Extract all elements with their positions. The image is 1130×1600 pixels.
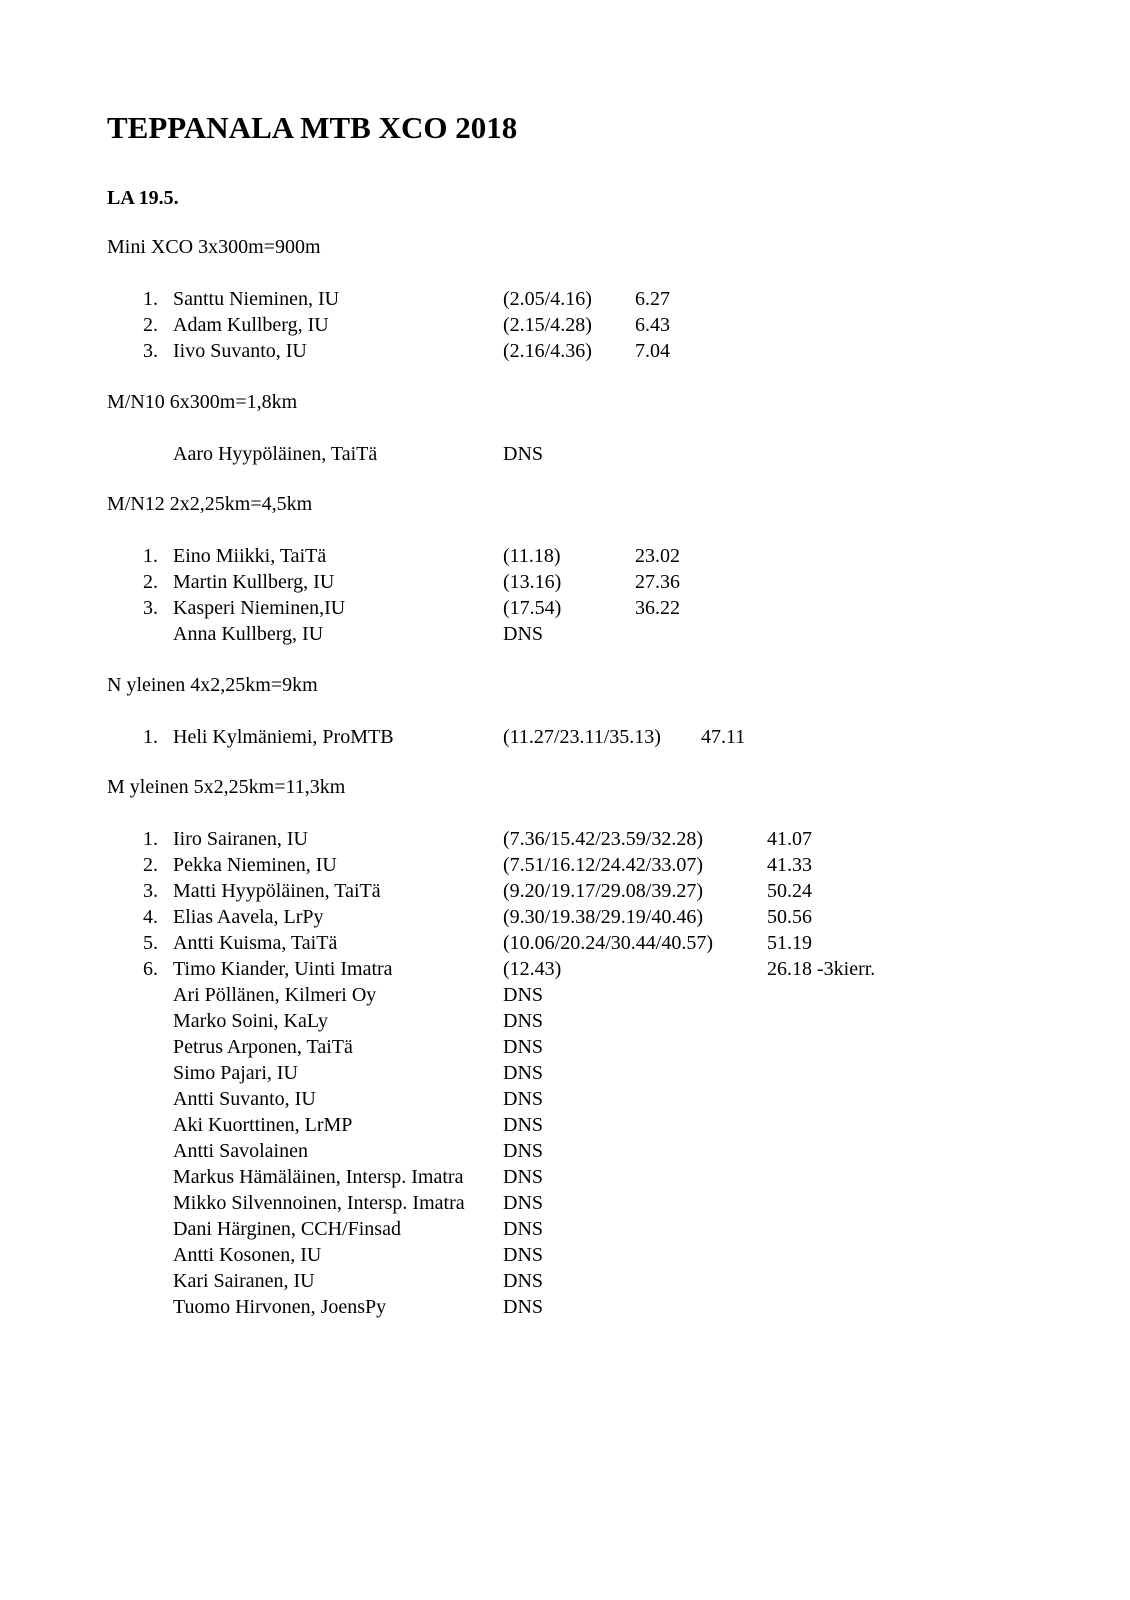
finish-time: 41.07 [767,828,812,850]
split-times: (13.16) [503,571,562,593]
split-times: (9.30/19.38/29.19/40.46) [503,906,703,928]
rider-name: Markus Hämäläinen, Intersp. Imatra [173,1166,464,1188]
position: 5. [143,932,158,954]
finish-time: 50.56 [767,906,812,928]
rider-name: Dani Härginen, CCH/Finsad [173,1218,401,1240]
race-section-mn10 [107,389,544,467]
position: 2. [143,314,158,336]
rider-name: Heli Kylmäniemi, ProMTB [173,726,394,748]
results-list [107,724,746,750]
rider-name: Santtu Nieminen, IU [173,288,340,310]
race-heading: M/N10 6x300m=1,8km [107,391,298,413]
race-heading: N yleinen 4x2,25km=9km [107,674,318,696]
results-list [107,286,670,364]
split-times: DNS [503,443,544,465]
split-times: DNS [503,1192,544,1214]
split-times: DNS [503,623,544,645]
result-row [107,338,670,364]
result-row [107,1242,544,1268]
result-row [107,1164,544,1190]
result-row [107,543,680,569]
result-row [107,826,812,852]
result-row [107,621,544,647]
split-times: (17.54) [503,597,562,619]
position: 1. [143,288,158,310]
split-times: (7.51/16.12/24.42/33.07) [503,854,703,876]
result-row [107,930,812,956]
split-times: DNS [503,1062,544,1084]
rider-name: Elias Aavela, LrPy [173,906,324,928]
result-row [107,1320,345,1346]
result-row [107,595,680,621]
position: 1. [143,726,158,748]
split-times: DNS [503,1010,544,1032]
race-section-mini-xco [107,234,670,364]
position: 6. [143,958,158,980]
result-row [107,1086,544,1112]
position: 4. [143,906,158,928]
result-row [107,1190,544,1216]
split-times: (2.16/4.36) [503,340,592,362]
rider-name: Iivo Suvanto, IU [173,340,307,362]
finish-time: 6.43 [635,314,670,336]
result-row [107,982,544,1008]
rider-name: Antti Kuisma, TaiTä [173,932,338,954]
position: 1. [143,828,158,850]
rider-name: Antti Suvanto, IU [173,1088,316,1110]
rider-name: Aki Kuorttinen, LrMP [173,1114,353,1136]
split-times: DNS [503,1088,544,1110]
finish-time: 36.22 [635,597,680,619]
rider-name: Marko Soini, KaLy [173,1010,328,1032]
finish-time: 6.27 [635,288,670,310]
position: 3. [143,340,158,362]
finish-time: 27.36 [635,571,680,593]
rider-name: Matti Hyypöläinen, TaiTä [173,880,381,902]
split-times: DNS [503,1166,544,1188]
race-section-n-yleinen [107,672,746,750]
race-section-mn12 [107,491,680,647]
result-row [107,1008,544,1034]
rider-name: Pekka Nieminen, IU [173,854,337,876]
split-times: (9.20/19.17/29.08/39.27) [503,880,703,902]
finish-time: 23.02 [635,545,680,567]
finish-time: 51.19 [767,932,812,954]
result-row [107,724,746,750]
split-times: (12.43) [503,958,562,980]
rider-name: Aaro Hyypöläinen, TaiTä [173,443,378,465]
document-title: TEPPANALA MTB XCO 2018 [107,110,518,145]
result-row [107,852,812,878]
rider-name: Timo Kiander, Uinti Imatra [173,958,393,980]
split-times: DNS [503,1140,544,1162]
split-times: DNS [503,1296,544,1318]
result-row [107,569,680,595]
result-row [107,878,812,904]
rider-name: Martin Kullberg, IU [173,571,335,593]
result-row [107,1060,544,1086]
split-times: (11.27/23.11/35.13) [503,726,661,748]
result-row [107,286,670,312]
race-heading: M yleinen 5x2,25km=11,3km [107,776,346,798]
finish-time: 26.18 -3kierr. [767,958,876,980]
result-row [107,1138,544,1164]
rider-name: Antti Savolainen [173,1140,308,1162]
results-list [107,826,876,1346]
race-section-m-yleinen [107,774,876,1346]
rider-name: Kari Sairanen, IU [173,1270,315,1292]
position: 2. [143,854,158,876]
result-row [107,312,670,338]
result-row [107,956,876,982]
rider-name: Tuomo Hirvonen, JoensPy [173,1296,387,1318]
race-heading: Mini XCO 3x300m=900m [107,236,321,258]
rider-name: Iiro Sairanen, IU [173,828,308,850]
finish-time: 47.11 [701,726,746,748]
split-times: (7.36/15.42/23.59/32.28) [503,828,703,850]
split-times: (10.06/20.24/30.44/40.57) [503,932,713,954]
result-row [107,1034,544,1060]
rider-name: Adam Kullberg, IU [173,314,329,336]
rider-name: Kasperi Nieminen,IU [173,597,346,619]
position: 3. [143,880,158,902]
result-row [107,904,812,930]
result-row [107,1268,544,1294]
result-row [107,1112,544,1138]
finish-time: 41.33 [767,854,812,876]
race-date: LA 19.5. [107,187,179,209]
race-heading: M/N12 2x2,25km=4,5km [107,493,313,515]
rider-name: Ari Pöllänen, Kilmeri Oy [173,984,377,1006]
finish-time: 7.04 [635,340,670,362]
rider-name: Eino Miikki, TaiTä [173,545,327,567]
position: 3. [143,597,158,619]
position: 2. [143,571,158,593]
position: 1. [143,545,158,567]
results-list [107,543,680,647]
split-times: DNS [503,1114,544,1136]
result-row [107,441,544,467]
rider-name: Antti Kosonen, IU [173,1244,322,1266]
split-times: DNS [503,984,544,1006]
result-row [107,1216,544,1242]
rider-name: Petrus Arponen, TaiTä [173,1036,353,1058]
rider-name: Simo Pajari, IU [173,1062,298,1084]
split-times: DNS [503,1244,544,1266]
split-times: DNS [503,1270,544,1292]
finish-time: 50.24 [767,880,812,902]
rider-name: Mikko Silvennoinen, Intersp. Imatra [173,1192,465,1214]
split-times: (11.18) [503,545,561,567]
split-times: DNS [503,1218,544,1240]
split-times: (2.05/4.16) [503,288,592,310]
results-list [107,441,544,467]
result-row [107,1294,544,1320]
split-times: (2.15/4.28) [503,314,592,336]
rider-name: Anna Kullberg, IU [173,623,324,645]
split-times: DNS [503,1036,544,1058]
